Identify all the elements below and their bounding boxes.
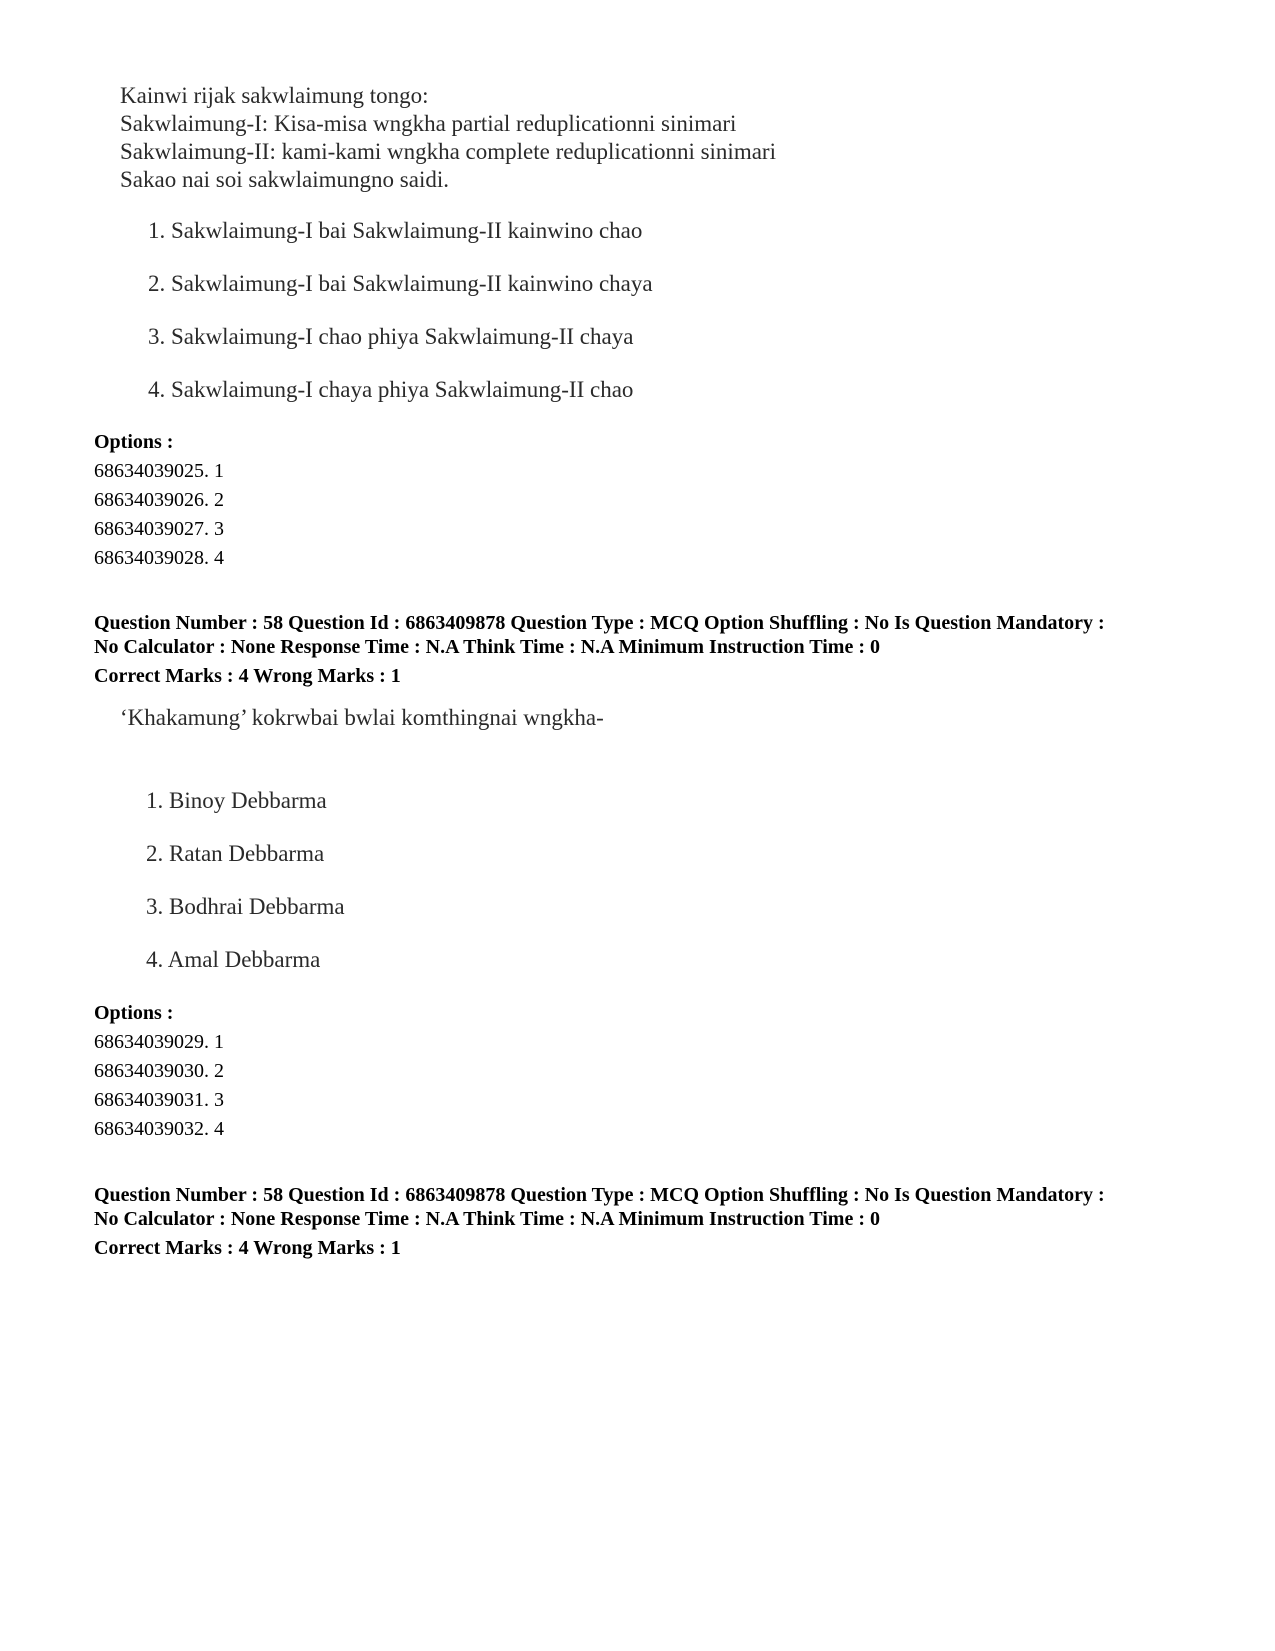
option-row: 68634039032. 4: [94, 1118, 224, 1140]
option-row: 68634039026. 2: [94, 489, 224, 511]
meta-line: Question Number : 58 Question Id : 6863409878 Question Type : MCQ Option Shuffling : No Is Question Mandatory :: [94, 612, 1105, 634]
meta-line: Question Number : 58 Question Id : 6863409878 Question Type : MCQ Option Shuffling : No Is Question Mandatory :: [94, 1184, 1105, 1206]
option-row: 68634039025. 1: [94, 460, 224, 482]
meta-line: No Calculator : None Response Time : N.A Think Time : N.A Minimum Instruction Time : 0: [94, 1208, 880, 1230]
option-row: 68634039029. 1: [94, 1031, 224, 1053]
stem-line: Sakwlaimung-II: kami-kami wngkha complete reduplicationni sinimari: [120, 139, 776, 164]
question-a-choice-1: 1. Sakwlaimung-I bai Sakwlaimung-II kainwino chao: [148, 218, 643, 243]
stem-line: Sakwlaimung-I: Kisa-misa wngkha partial reduplicationni sinimari: [120, 111, 737, 136]
option-row: 68634039028. 4: [94, 547, 224, 569]
question-c-meta: [94, 1183, 1224, 1231]
question-b-meta: [94, 611, 1224, 659]
stem-line: Kainwi rijak sakwlaimung tongo:: [120, 83, 429, 108]
options-heading: Options :: [94, 431, 174, 453]
question-b-stem: ‘Khakamung’ kokrwbai bwlai komthingnai wngkha-: [120, 705, 604, 730]
question-b-choice-1: 1. Binoy Debbarma: [146, 788, 327, 813]
options-heading: Options :: [94, 1002, 174, 1024]
question-a-choice-3: 3. Sakwlaimung-I chao phiya Sakwlaimung-II chaya: [148, 324, 634, 349]
question-c-marks: Correct Marks : 4 Wrong Marks : 1: [94, 1237, 401, 1259]
meta-line: No Calculator : None Response Time : N.A Think Time : N.A Minimum Instruction Time : 0: [94, 636, 880, 658]
question-b-choice-2: 2. Ratan Debbarma: [146, 841, 325, 866]
option-row: 68634039031. 3: [94, 1089, 224, 1111]
question-b-choice-3: 3. Bodhrai Debbarma: [146, 894, 345, 919]
stem-line: Sakao nai soi sakwlaimungno saidi.: [120, 167, 449, 192]
question-b-choice-4: 4. Amal Debbarma: [146, 947, 321, 972]
question-a-choice-4: 4. Sakwlaimung-I chaya phiya Sakwlaimung-II chao: [148, 377, 634, 402]
option-row: 68634039027. 3: [94, 518, 224, 540]
question-a-choice-2: 2. Sakwlaimung-I bai Sakwlaimung-II kainwino chaya: [148, 271, 653, 296]
option-row: 68634039030. 2: [94, 1060, 224, 1082]
question-b-marks: Correct Marks : 4 Wrong Marks : 1: [94, 665, 401, 687]
question-a-stem: [120, 82, 776, 194]
